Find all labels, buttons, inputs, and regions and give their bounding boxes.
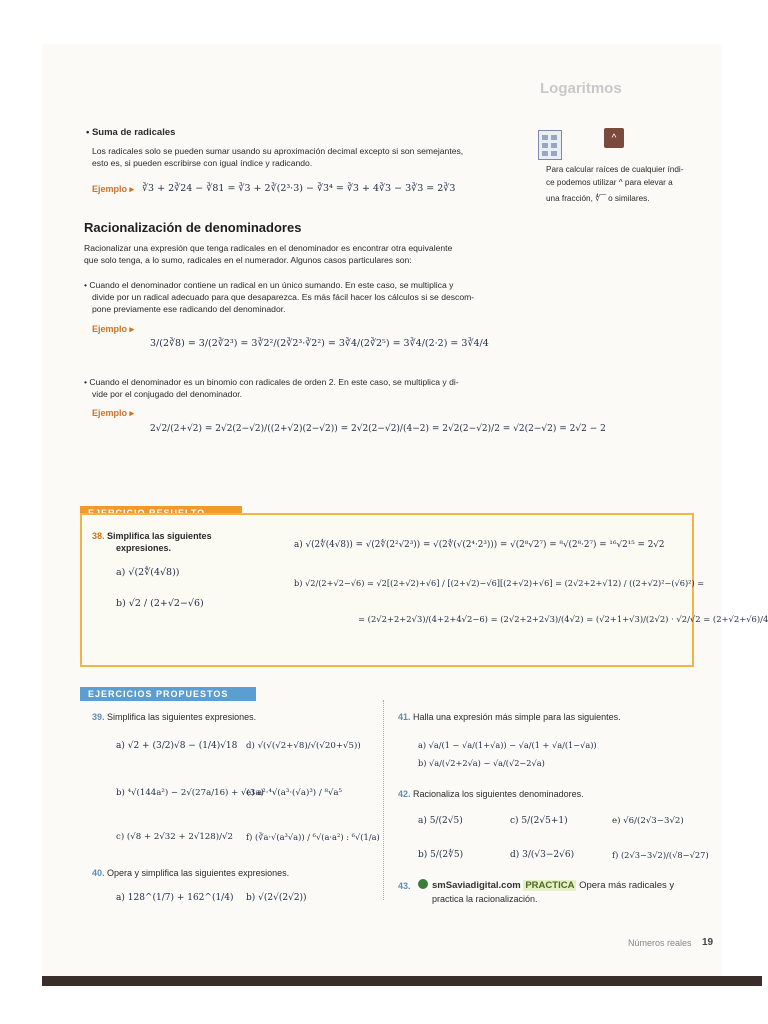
- suma-p1: Los radicales solo se pueden sumar usando su aproximación decimal excepto si son semejantes,: [92, 146, 464, 156]
- calculator-icon: [538, 130, 562, 160]
- case1-line1: • Cuando el denominador contiene un radical en un único sumando. En este caso, se multiplica y: [84, 280, 454, 290]
- ex42-e: e) √6/(2√3−3√2): [612, 816, 684, 826]
- suma-title: • Suma de radicales: [86, 127, 176, 138]
- suma-ejemplo: ∛3 + 2∛24 − ∛81 = ∛3 + 2∛(2³·3) − ∛3⁴ = ∛3 + 4∛3 − 3∛3 = 2∛3: [142, 183, 456, 194]
- ex38-a-solution: a) √(2∜(4√8)) = √(2∜(2²√2³)) = √(2∜(√(2⁴·2³))) = √(2⁸√2⁷) = ⁸√(2⁸·2⁷) = ¹⁶√2¹⁵ = 2√2: [294, 540, 665, 550]
- ex41-a: a) √a/(1 − √a/(1+√a)) − √a/(1 + √a/(1−√a)): [418, 740, 597, 750]
- case1-line2: divide por un radical adecuado para que desaparezca. Es más fácil hacer los cálculos si se descom-: [92, 292, 475, 302]
- ex39-text: Simplifica las siguientes expresiones.: [107, 712, 257, 722]
- propuestos-banner: EJERCICIOS PROPUESTOS: [80, 687, 256, 701]
- racional-p2: que solo tenga, a lo sumo, radicales en el numerador. Algunos casos particulares son:: [84, 255, 412, 265]
- ex40-text: Opera y simplifica las siguientes expresiones.: [107, 868, 290, 878]
- racional-p1: Racionalizar una expresión que tenga radicales en el denominador es encontrar otra equivalente: [84, 243, 453, 253]
- ex38-number: 38.: [92, 531, 105, 541]
- smsavia-link[interactable]: smSaviadigital.com: [432, 880, 521, 891]
- ex39-e: e) a²·⁴√(a³·(√a)³) / ⁸√a⁵: [246, 788, 342, 798]
- ex42-b: b) 5/(2∜5): [418, 850, 464, 860]
- ghost-header: Logaritmos: [540, 80, 622, 97]
- ejemplo1-expr: 3/(2∛8) = 3/(2∛2³) = 3∛2²/(2∛2³·∛2²) = 3∛4/(2∛2⁵) = 3∛4/(2·2) = 3∛4/4: [150, 338, 489, 349]
- ex42-f: f) (2√3−3√2)/(√8−√27): [612, 850, 709, 860]
- ex39-c: c) (√8 + 2√32 + 2√128)/√2: [116, 832, 233, 842]
- ejemplo2-label: Ejemplo ▸: [92, 408, 135, 418]
- case2-line1: • Cuando el denominador es un binomio con radicales de orden 2. En este caso, se multiplica y di-: [84, 377, 459, 387]
- ex40-number: 40.: [92, 868, 105, 878]
- ex41-b: b) √a/(√2+2√a) − √a/(√2−2√a): [418, 758, 545, 768]
- ex40-b: b) √(2√(2√2)): [246, 893, 307, 903]
- ex38-b-solution1: b) √2/(2+√2−√6) = √2[(2+√2)+√6] / [(2+√2)−√6][(2+√2)+√6] = (2√2+2+√12) / ((2+√2)²−(√6)²) =: [294, 578, 705, 588]
- ex41-text: Halla una expresión más simple para las siguientes.: [413, 712, 621, 722]
- sidebox-line3: una fracción, ∜‾‾ o similares.: [546, 194, 650, 203]
- sidebox-line2: ce podemos utilizar ^ para elevar a: [546, 178, 673, 187]
- ex43-text2: practica la racionalización.: [432, 894, 538, 904]
- ex42-text: Racionaliza los siguientes denominadores.: [413, 789, 584, 799]
- ex42-d: d) 3/(√3−2√6): [510, 850, 575, 860]
- practica-tag: PRACTICA: [525, 880, 575, 891]
- caret-key-icon: ^: [604, 128, 624, 148]
- ejemplo2-expr: 2√2/(2+√2) = 2√2(2−√2)/((2+√2)(2−√2)) = 2√2(2−√2)/(4−2) = 2√2(2−√2)/2 = √2(2−√2) = 2√2 − 2: [150, 424, 606, 434]
- ex39-f: f) (∛a·√(a³√a)) / ⁶√(a·a²) : ⁶√(1/a): [246, 832, 380, 842]
- ex38-a: a) √(2∜(4√8)): [116, 567, 180, 578]
- ex38-statement2: expresiones.: [116, 543, 172, 553]
- smsavia-leaf-icon: [418, 879, 428, 889]
- ex39-b: b) ⁴√(144a²) − 2√(27a/16) + √(3a): [116, 788, 264, 798]
- ex43-number: 43.: [398, 881, 411, 891]
- ejemplo-label: Ejemplo ▸: [92, 184, 135, 194]
- ex42-number: 42.: [398, 789, 411, 799]
- ex43-text1: Opera más radicales y: [579, 880, 675, 891]
- ex38-b: b) √2 / (2+√2−√6): [116, 598, 204, 609]
- ex40-a: a) 128^(1/7) + 162^(1/4): [116, 893, 234, 903]
- footer-section: Números reales: [628, 938, 692, 948]
- page-number: 19: [702, 937, 714, 948]
- ex39-d: d) √(√(√2+√8)/√(√20+√5)): [246, 741, 361, 751]
- page-edge-shadow: [42, 976, 762, 986]
- case1-line3: pone previamente ese radicando del denominador.: [92, 304, 286, 314]
- case2-line2: vide por el conjugado del denominador.: [92, 389, 243, 399]
- ex42-c: c) 5/(2√5+1): [510, 816, 568, 826]
- suma-p2: esto es, si pueden escribirse con igual índice y radicando.: [92, 158, 313, 168]
- ex42-a: a) 5/(2√5): [418, 816, 463, 826]
- column-divider: [383, 700, 384, 900]
- ex39-number: 39.: [92, 712, 105, 722]
- ex39-a: a) √2 + (3/2)√8 − (1/4)√18: [116, 741, 238, 751]
- ex38-b-solution2: = (2√2+2+2√3)/(4+2+4√2−6) = (2√2+2+2√3)/(4√2) = (√2+1+√3)/(2√2) · √2/√2 = (2+√2+√6)/4: [358, 614, 768, 624]
- ex38-statement1: Simplifica las siguientes: [107, 531, 212, 541]
- ejemplo1-label: Ejemplo ▸: [92, 324, 135, 334]
- section-title: Racionalización de denominadores: [84, 220, 302, 235]
- ex41-number: 41.: [398, 712, 411, 722]
- sidebox-line1: Para calcular raíces de cualquier índi-: [546, 165, 684, 174]
